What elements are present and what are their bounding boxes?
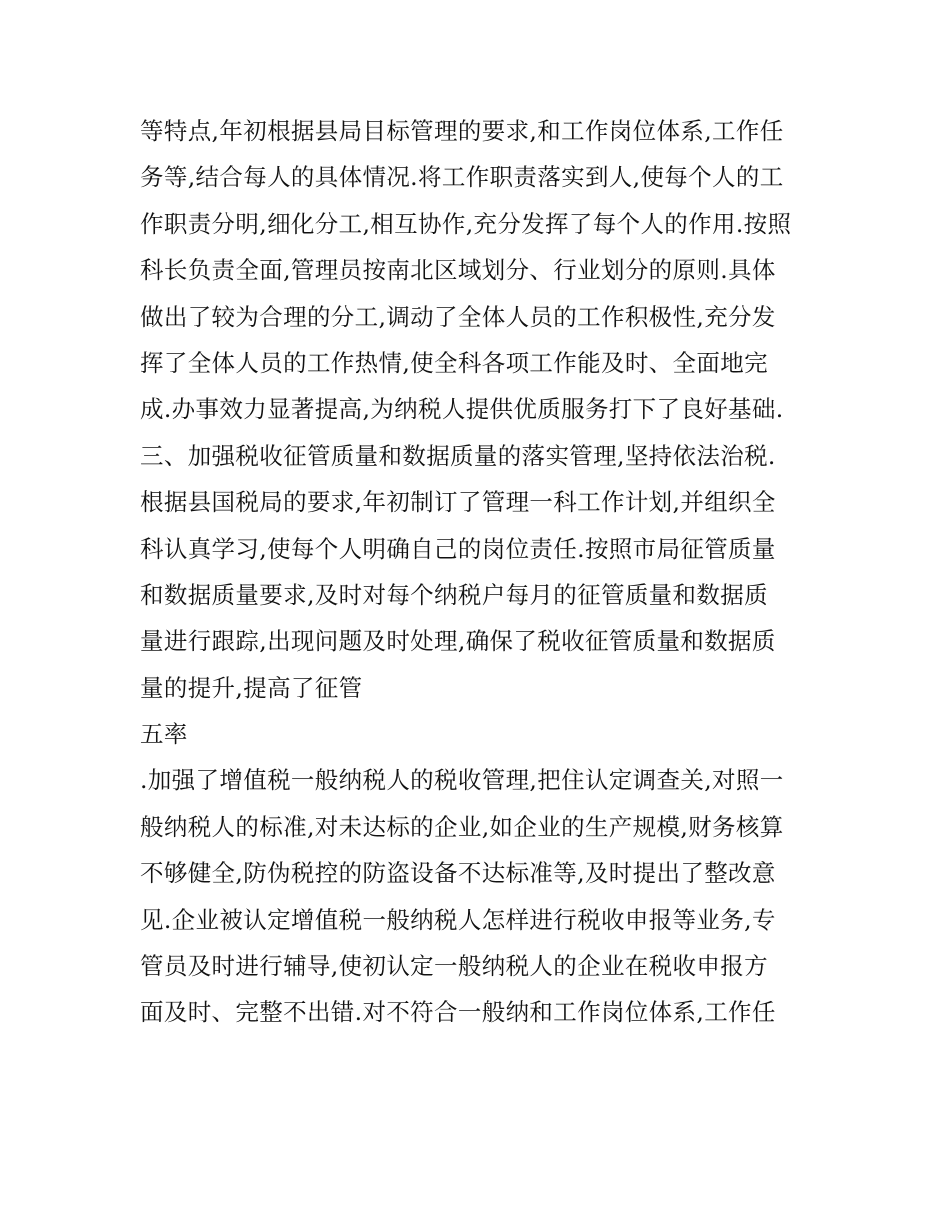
- body-text: [140, 108, 820, 1036]
- text-line: 五率: [140, 720, 188, 749]
- text-line: 不够健全,防伪税控的防盗设备不达标准等,及时提出了整改意: [140, 859, 776, 888]
- text-line: 科认真学习,使每个人明确自己的岗位责任.按照市局征管质量: [140, 534, 776, 563]
- text-line: 量的提升,提高了征管: [140, 673, 363, 702]
- text-line: 见.企业被认定增值税一般纳税人怎样进行税收申报等业务,专: [140, 905, 776, 934]
- text-line: 等特点,年初根据县局目标管理的要求,和工作岗位体系,工作任: [140, 117, 784, 145]
- text-line: .加强了增值税一般纳税人的税收管理,把住认定调查关,对照一: [140, 766, 784, 795]
- text-line: 量进行跟踪,出现问题及时处理,确保了税收征管质量和数据质: [140, 627, 776, 656]
- text-line: 般纳税人的标准,对未达标的企业,如企业的生产规模,财务核算: [140, 812, 784, 841]
- section-heading-line: 三、加强税收征管质量和数据质量的落实管理,坚持依法治税.: [140, 441, 776, 470]
- text-line: 管员及时进行辅导,使初认定一般纳税人的企业在税收申报方: [140, 952, 768, 981]
- text-line: 成.办事效力显著提高,为纳税人提供优质服务打下了良好基础.: [140, 395, 784, 424]
- text-line: 务等,结合每人的具体情况.将工作职责落实到人,使每个人的工: [140, 163, 784, 192]
- text-line: 作职责分明,细化分工,相互协作,充分发挥了每个人的作用.按照: [140, 209, 792, 238]
- text-line: 挥了全体人员的工作热情,使全科各项工作能及时、全面地完: [140, 348, 768, 377]
- text-line: 根据县国税局的要求,年初制订了管理一科工作计划,并组织全: [140, 488, 776, 517]
- text-line: 面及时、完整不出错.对不符合一般纳和工作岗位体系,工作任: [140, 998, 776, 1027]
- text-line: 和数据质量要求,及时对每个纳税户每月的征管质量和数据质: [140, 580, 768, 609]
- text-line: 做出了较为合理的分工,调动了全体人员的工作积极性,充分发: [140, 302, 776, 331]
- text-line: 科长负责全面,管理员按南北区域划分、行业划分的原则.具体: [140, 256, 776, 285]
